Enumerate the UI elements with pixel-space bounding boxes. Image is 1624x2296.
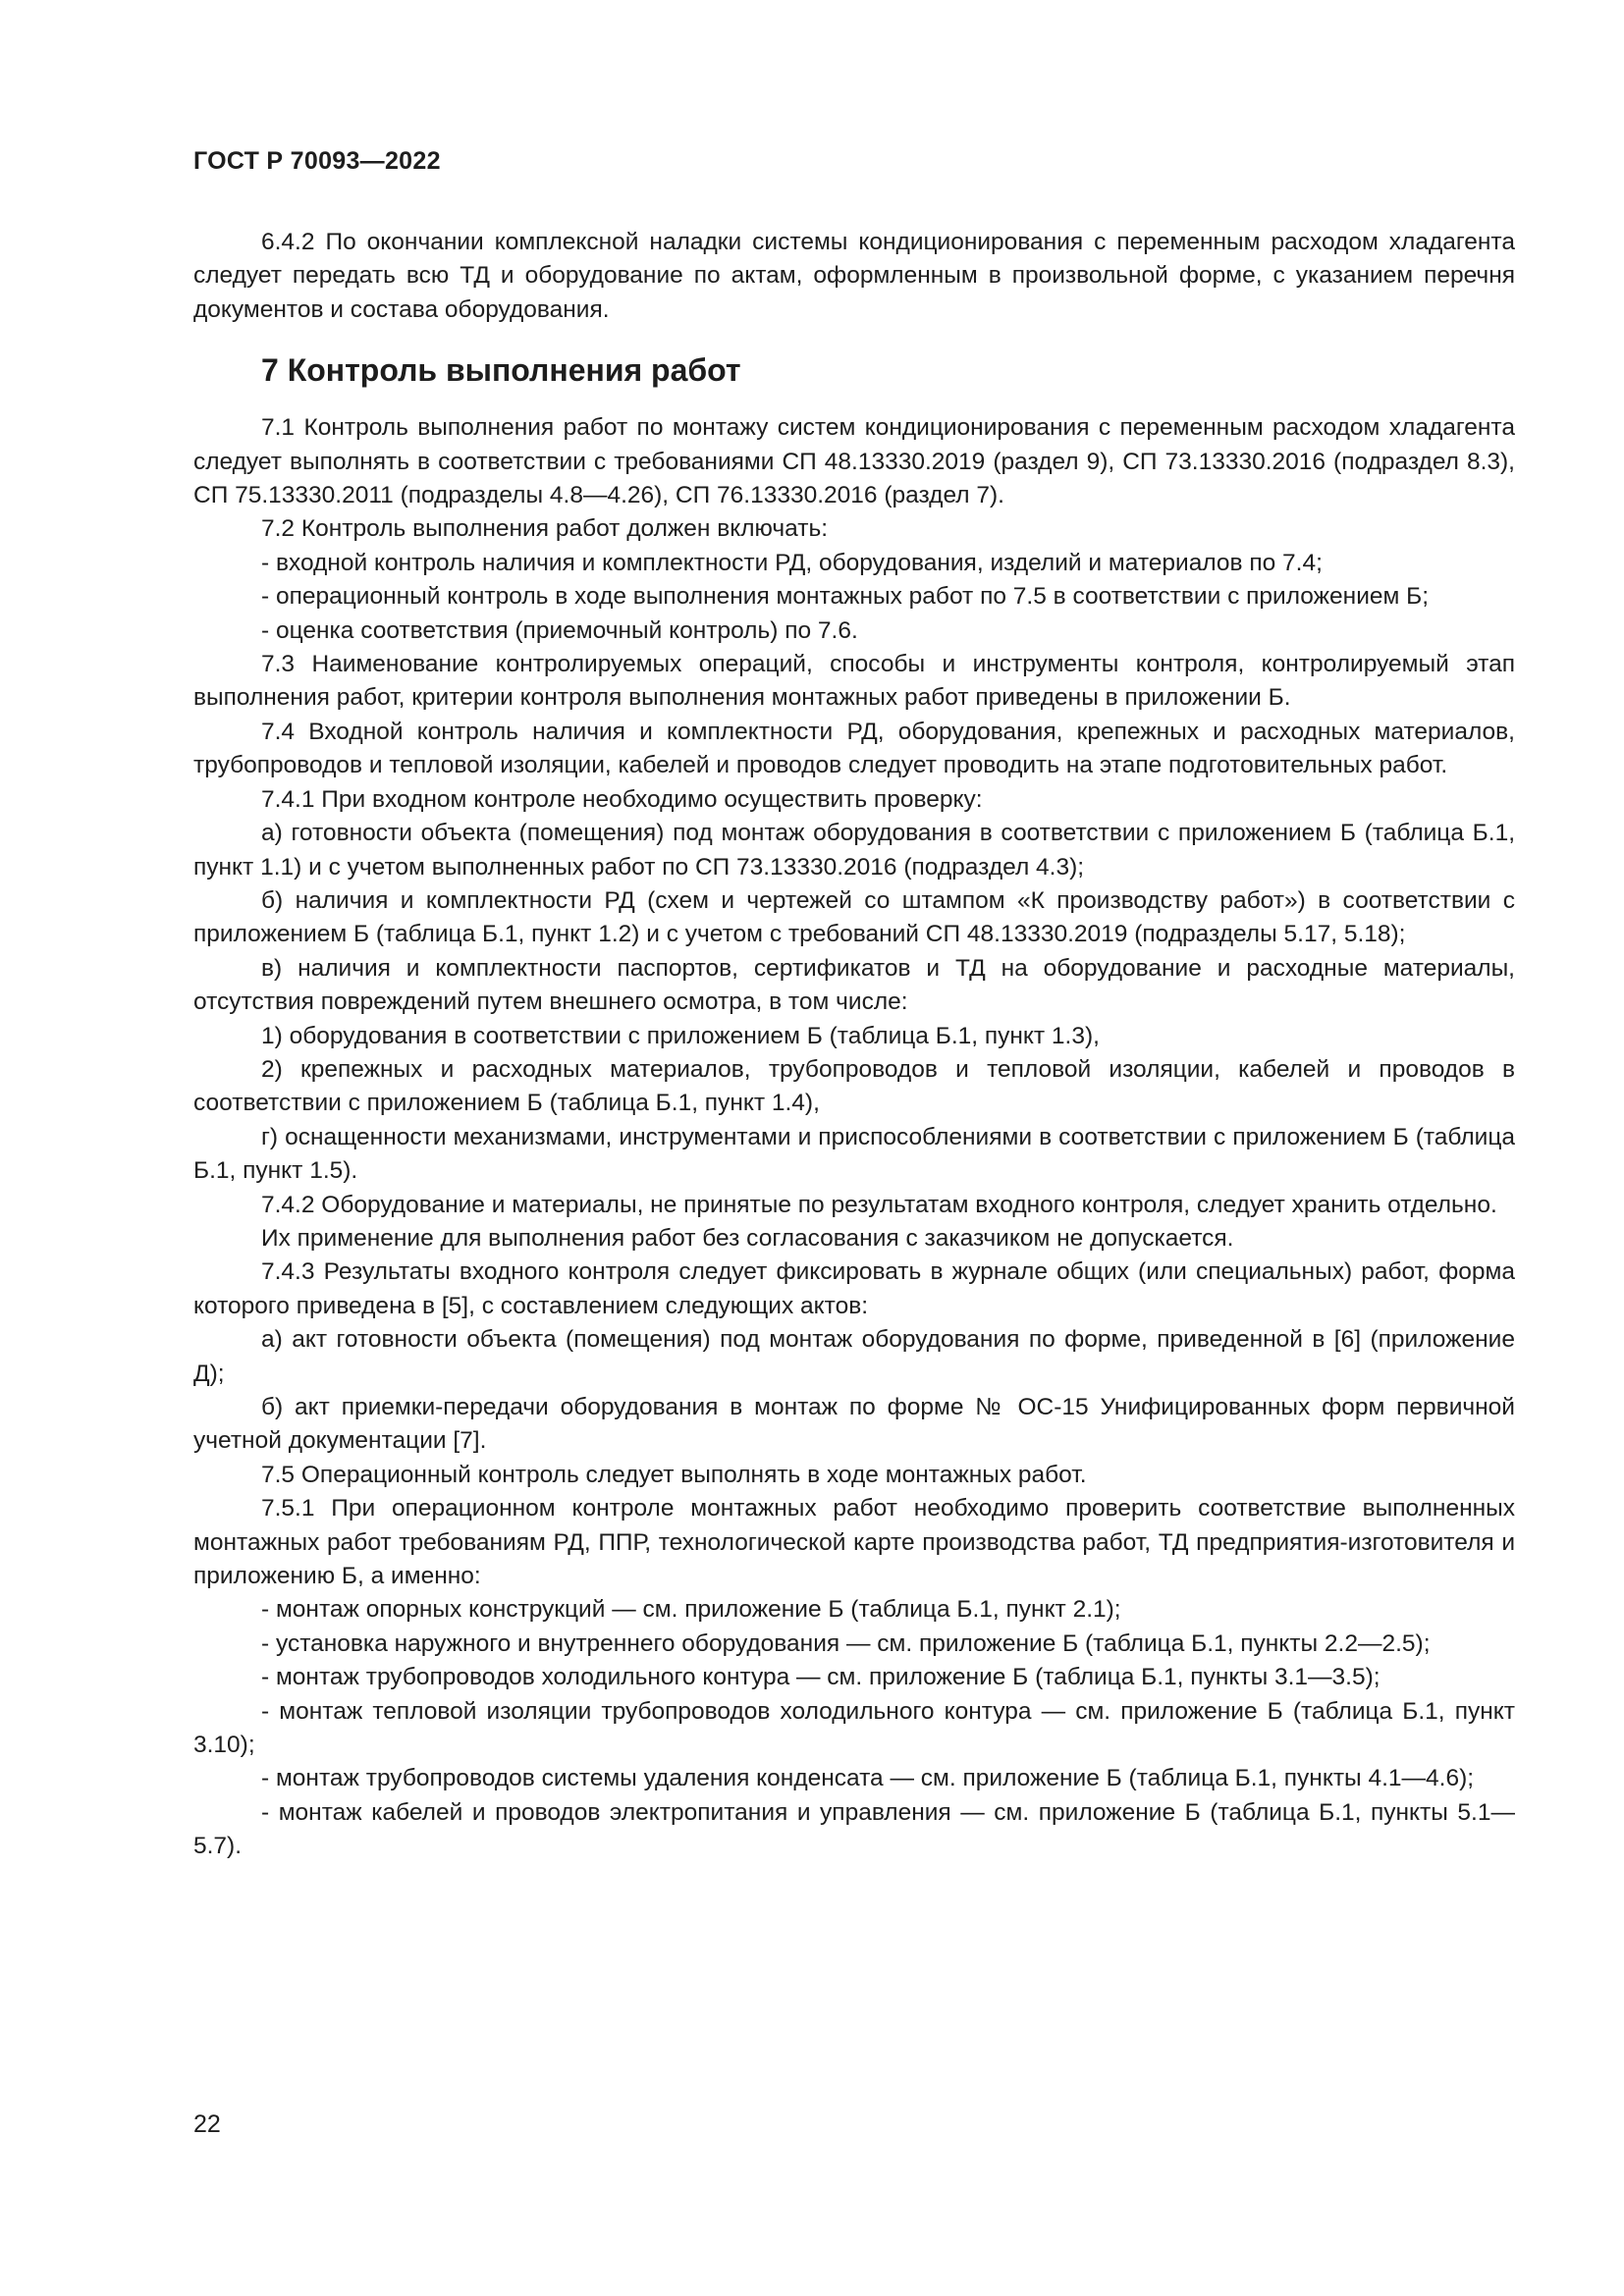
paragraph: 7.5.1 При операционном контроле монтажных работ необходимо проверить соответствие выполненных монтажных работ требованиям РД, ППР, технологической карте производства работ, ТД предприятия-изготовителя и приложению Б, а именно:	[193, 1495, 1515, 1590]
document-header: ГОСТ Р 70093—2022	[193, 147, 441, 175]
paragraph: - монтаж трубопроводов системы удаления конденсата — см. приложение Б (таблица Б.1, пункты 4.1—4.6);	[261, 1765, 1475, 1792]
paragraph: г) оснащенности механизмами, инструментами и приспособлениями в соответствии с приложением Б (таблица Б.1, пункт 1.5).	[193, 1123, 1515, 1185]
paragraph: - монтаж кабелей и проводов электропитания и управления — см. приложение Б (таблица Б.1, пункты 5.1—5.7).	[193, 1798, 1515, 1860]
page-number: 22	[193, 2110, 221, 2138]
paragraph: Их применение для выполнения работ без согласования с заказчиком не допускается.	[261, 1224, 1234, 1252]
section-title: 7 Контроль выполнения работ	[261, 352, 741, 389]
paragraph: - монтаж трубопроводов холодильного контура — см. приложение Б (таблица Б.1, пункты 3.1—3.5);	[261, 1664, 1380, 1691]
paragraph: 7.4.2 Оборудование и материалы, не принятые по результатам входного контроля, следует хранить отдельно.	[261, 1191, 1497, 1218]
paragraph: 1) оборудования в соответствии с приложением Б (таблица Б.1, пункт 1.3),	[261, 1022, 1100, 1049]
paragraph: б) наличия и комплектности РД (схем и чертежей со штампом «К производству работ») в соответствии с приложением Б (таблица Б.1, пункт 1.2) и с учетом с требований СП 48.13330.2019 (подразделы 5.17, 5.18);	[193, 886, 1515, 948]
paragraph: 7.3 Наименование контролируемых операций, способы и инструменты контроля, контролируемый этап выполнения работ, критерии контроля выполнения монтажных работ приведены в приложении Б.	[193, 651, 1515, 712]
paragraph-6-4-2: 6.4.2 По окончании комплексной наладки системы кондиционирования с переменным расходом хладагента следует передать всю ТД и оборудование по актам, оформленным в произвольной форме, с указанием перечня документов и состава оборудования.	[193, 229, 1515, 323]
paragraph: - монтаж тепловой изоляции трубопроводов холодильного контура — см. приложение Б (таблица Б.1, пункт 3.10);	[193, 1697, 1515, 1759]
section-7-body	[193, 411, 1515, 1863]
paragraph: 7.4 Входной контроль наличия и комплектности РД, оборудования, крепежных и расходных материалов, трубопроводов и тепловой изоляции, кабелей и проводов следует проводить на этапе подготовительных работ.	[193, 718, 1515, 779]
paragraph: 7.1 Контроль выполнения работ по монтажу систем кондиционирования с переменным расходом хладагента следует выполнять в соответствии с требованиями СП 48.13330.2019 (раздел 9), СП 73.13330.2016 (подраздел 8.3), СП 75.13330.2011 (подразделы 4.8—4.26), СП 76.13330.2016 (раздел 7).	[193, 414, 1515, 509]
paragraph: 7.4.3 Результаты входного контроля следует фиксировать в журнале общих (или специальных) работ, форма которого приведена в [5], с составлением следующих актов:	[193, 1258, 1515, 1319]
paragraph: в) наличия и комплектности паспортов, сертификатов и ТД на оборудование и расходные материалы, отсутствия повреждений путем внешнего осмотра, в том числе:	[193, 954, 1515, 1016]
paragraph: а) готовности объекта (помещения) под монтаж оборудования в соответствии с приложением Б (таблица Б.1, пункт 1.1) и с учетом выполненных работ по СП 73.13330.2016 (подраздел 4.3);	[193, 820, 1515, 881]
page-body	[193, 226, 1515, 1864]
paragraph: - установка наружного и внутреннего оборудования — см. приложение Б (таблица Б.1, пункты 2.2—2.5);	[261, 1629, 1431, 1657]
paragraph: 7.5 Операционный контроль следует выполнять в ходе монтажных работ.	[261, 1461, 1087, 1488]
paragraph: 2) крепежных и расходных материалов, трубопроводов и тепловой изоляции, кабелей и проводов в соответствии с приложением Б (таблица Б.1, пункт 1.4),	[193, 1055, 1515, 1117]
paragraph: - операционный контроль в ходе выполнения монтажных работ по 7.5 в соответствии с приложением Б;	[261, 583, 1430, 611]
paragraph: а) акт готовности объекта (помещения) под монтаж оборудования по форме, приведенной в [6] (приложение Д);	[193, 1326, 1515, 1387]
paragraph: 7.2 Контроль выполнения работ должен включать:	[261, 515, 829, 543]
paragraph: - входной контроль наличия и комплектности РД, оборудования, изделий и материалов по 7.4;	[261, 549, 1323, 576]
paragraph: 7.4.1 При входном контроле необходимо осуществить проверку:	[261, 785, 983, 813]
paragraph: б) акт приемки-передачи оборудования в монтаж по форме № ОС-15 Унифицированных форм первичной учетной документации [7].	[193, 1394, 1515, 1455]
paragraph: - монтаж опорных конструкций — см. приложение Б (таблица Б.1, пункт 2.1);	[261, 1596, 1121, 1624]
paragraph: - оценка соответствия (приемочный контроль) по 7.6.	[261, 616, 858, 644]
